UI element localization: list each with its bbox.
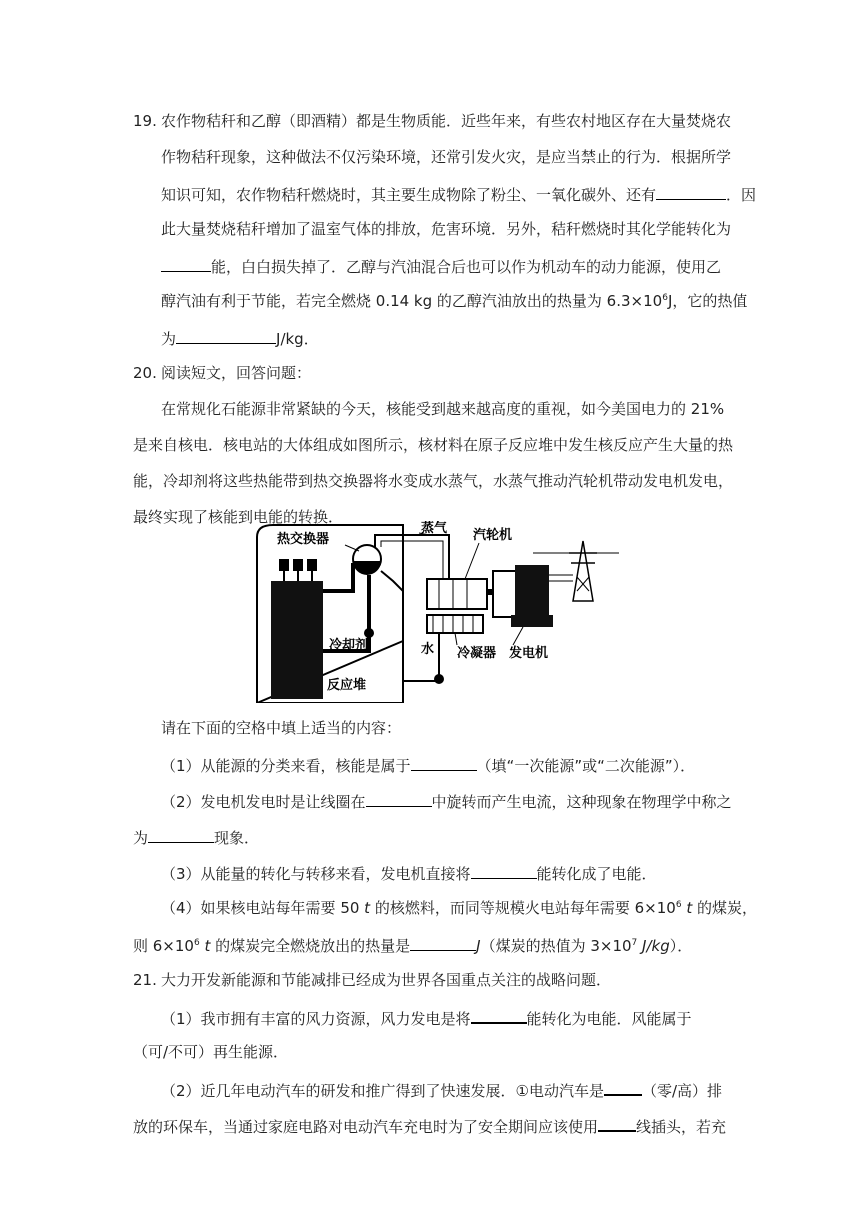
q20-sub-1-text: （1）从能源的分类来看，核能是属于 (161, 757, 411, 775)
q20-sub-4-cont-mid: 的煤炭完全燃烧放出的热量是 (210, 937, 411, 955)
q19-line-5-text: 能，白白损失掉了．乙醇与汽油混合后也可以作为机动车的动力能源，使用乙 (211, 258, 722, 276)
q20-sub-4 (161, 898, 757, 918)
steam-pipe (375, 535, 449, 579)
q20-sub-4-cont-text: 则 6×10 (133, 937, 194, 955)
q19-line-6-text: 醇汽油有利于节能，若完全燃烧 0.14 kg 的乙醇汽油放出的热量为 6.3×10 (161, 292, 663, 310)
q21-sub-1-end: 能转化为电能．风能属于 (526, 1010, 692, 1028)
q21-blank-3[interactable] (598, 1114, 636, 1132)
q20-sub-4-text: （4）如果核电站每年需要 50 (161, 899, 365, 917)
label-heat-exchanger: 热交换器 (277, 532, 330, 547)
water-pump (434, 674, 444, 684)
q21-blank-2[interactable] (604, 1078, 642, 1096)
q20-sub-4-cont-exp: 6 (193, 938, 200, 948)
q20-sub-4-cont-unit: J/kg (637, 937, 670, 955)
q20-intro: 阅读短文，回答问题： (161, 364, 312, 382)
q20-sub-2-cont-end: 现象． (214, 829, 260, 847)
q20-sub-2-rest: 中旋转而产生电流，这种现象在物理学中称之 (431, 793, 732, 811)
q21-sub-2-end: （零/高）排 (642, 1082, 723, 1100)
q20-passage-line-3: 能，冷却剂将这些热能带到热交换器将水变成水蒸气，水蒸气推动汽轮机带动发电机发电， (133, 472, 734, 490)
label-steam: 蒸气 (421, 521, 448, 536)
q20-sub-3 (161, 862, 657, 884)
q20-sub-4-cont-t: t (199, 937, 211, 955)
q20-sub-4-cont-J: J (476, 937, 481, 955)
q20-sub-4-exp: 6 (675, 900, 682, 910)
q20-sub-4-cont (133, 934, 692, 956)
q20-sub-4-end: 的煤炭， (692, 899, 757, 917)
q20-sub-2-cont-text: 为 (133, 829, 149, 847)
q19-line-6-end: J，它的热值 (667, 292, 748, 310)
label-condenser: 冷凝器 (457, 646, 497, 661)
control-rod-2 (293, 559, 303, 571)
label-turbine: 汽轮机 (473, 528, 513, 543)
q19-exponent: 6 (662, 293, 668, 303)
generator (515, 565, 549, 615)
q20-sub-4-mid: 的核燃料，而同等规模火电站每年需要 6×10 (370, 899, 676, 917)
q19-line-6 (161, 291, 747, 311)
q20-blank-5[interactable] (410, 934, 476, 951)
coolant-pipe-top (323, 565, 361, 591)
question-21-number: 21. (133, 971, 157, 989)
q21-blank-1[interactable] (471, 1006, 527, 1024)
q20-sub-2-cont (133, 826, 259, 848)
q20-blank-1[interactable] (411, 754, 477, 771)
q19-line-3-text: 知识可知，农作物秸秆燃烧时，其主要生成物除了粉尘、一氧化碳外、还有 (161, 186, 657, 204)
coolant-pump (364, 628, 374, 638)
control-rod-3 (307, 559, 317, 571)
q21-sub-1-cont: （可/不可）再生能源． (133, 1043, 289, 1061)
q21-line-1: 大力开发新能源和节能减排已经成为世界各国重点关注的战略问题． (161, 971, 612, 989)
q21-sub-2-text: （2）近几年电动汽车的研发和推广得到了快速发展．①电动汽车是 (161, 1082, 604, 1100)
transmission-tower (573, 541, 593, 601)
q19-line-4: 此大量焚烧秸秆增加了温室气体的排放，危害环境．另外，秸秆燃烧时其化学能转化为 (161, 220, 732, 238)
q20-sub-2 (161, 790, 732, 812)
q19-blank-3[interactable] (176, 327, 276, 344)
q21-sub-2-cont-text: 放的环保车，当通过家庭电路对电动汽车充电时为了安全期间应该使用 (133, 1118, 599, 1136)
q19-line-3-end: ．因 (726, 186, 757, 204)
q20-sub-4-unit-t2: t (681, 899, 693, 917)
q20-blank-3[interactable] (148, 826, 214, 843)
q19-blank-1[interactable] (656, 183, 726, 200)
q19-line-5 (161, 255, 721, 277)
q21-sub-2-cont-end: 线插头，若充 (636, 1118, 727, 1136)
question-19-number: 19. (133, 112, 157, 130)
control-rod-1 (279, 559, 289, 571)
turbine (427, 579, 487, 609)
label-water: 水 (421, 642, 435, 657)
nuclear-plant-svg (243, 521, 623, 703)
q21-sub-2 (161, 1078, 722, 1101)
q19-line-7-text: 为 (161, 330, 177, 348)
q20-blank-4[interactable] (471, 862, 537, 879)
q20-passage-line-1: 在常规化石能源非常紧缺的今天，核能受到越来越高度的重视，如今美国电力的 21% (161, 400, 725, 418)
q20-sub-3-text: （3）从能量的转化与转移来看，发电机直接将 (161, 865, 471, 883)
q20-sub-1-hint: （填“一次能源”或“二次能源”）． (476, 757, 696, 775)
q20-sub-4-cont-exp2: 7 (631, 938, 638, 948)
q21-sub-1-text: （1）我市拥有丰富的风力资源，风力发电是将 (161, 1010, 471, 1028)
q20-sub-1 (161, 754, 695, 776)
q20-blank-2[interactable] (366, 790, 432, 807)
q20-fill-instruction: 请在下面的空格中填上适当的内容： (161, 719, 402, 737)
label-reactor: 反应堆 (327, 678, 367, 693)
label-generator: 发电机 (509, 646, 549, 661)
q21-sub-1 (161, 1006, 692, 1029)
q19-line-1: 农作物秸秆和乙醇（即酒精）都是生物质能．近些年来，有些农村地区存在大量焚烧农 (161, 112, 732, 130)
q19-line-3 (161, 183, 756, 205)
q19-line-7 (161, 327, 319, 349)
q20-sub-4-cont-end: ）． (669, 937, 693, 955)
q19-line-2: 作物秸秆现象，这种做法不仅污染环境，还常引发火灾，是应当禁止的行为．根据所学 (161, 148, 732, 166)
q20-passage-line-4: 最终实现了核能到电能的转换． (133, 508, 344, 526)
q20-sub-3-end: 能转化成了电能． (536, 865, 657, 883)
nuclear-plant-diagram (243, 521, 623, 703)
question-20-number: 20. (133, 364, 157, 382)
q20-passage-line-2: 是来自核电．核电站的大体组成如图所示，核材料在原子反应堆中发生核反应产生大量的热 (133, 436, 734, 454)
reactor-core (271, 581, 323, 699)
q20-sub-4-unit-t: t (364, 899, 371, 917)
condenser (427, 615, 483, 633)
q20-sub-2-text: （2）发电机发电时是让线圈在 (161, 793, 366, 811)
q20-sub-4-cont-hint: （煤炭的热值为 3×10 (480, 937, 632, 955)
q19-line-7-unit: J/kg． (276, 330, 319, 348)
q21-sub-2-cont (133, 1114, 726, 1137)
label-coolant: 冷却剂 (329, 638, 369, 653)
q19-blank-2[interactable] (161, 255, 211, 272)
